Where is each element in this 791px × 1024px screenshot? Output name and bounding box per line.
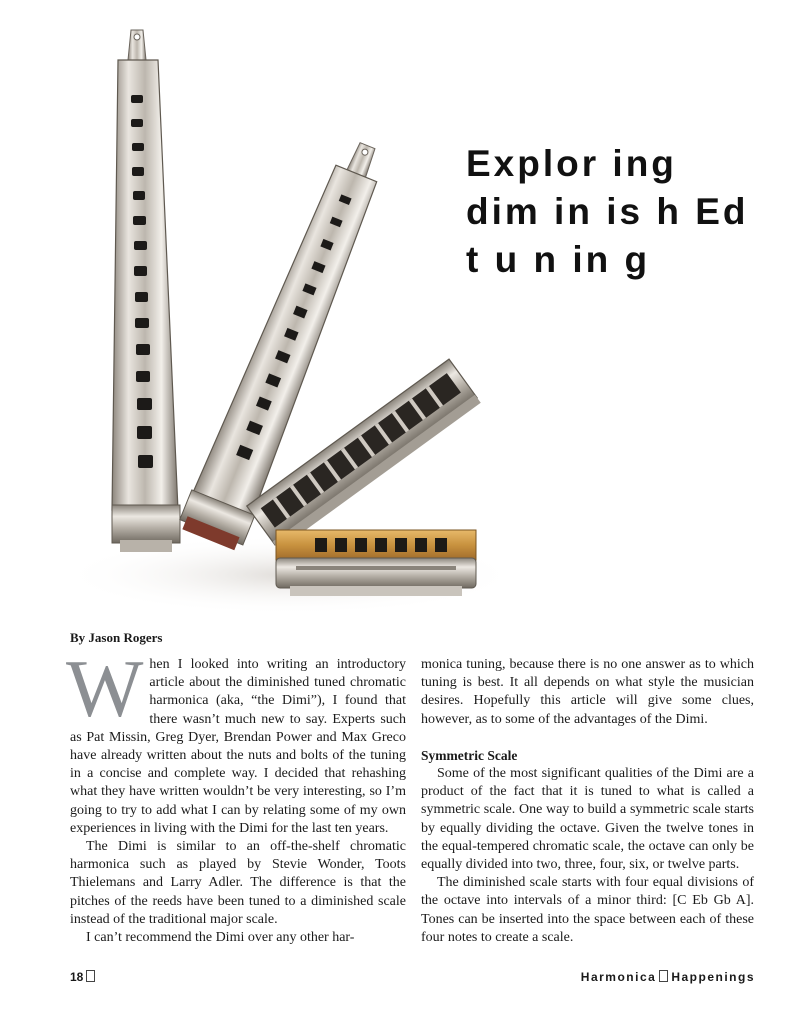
paragraph: The Dimi is similar to an off-the-shelf chromatic harmonica such as played by Stevie Wonder, Toots Thielemans and Larry Adler. The difference is that the pitches of the reeds have been tuned to a diminished scale instead of the traditional major scale.: [70, 839, 406, 927]
article-title: [466, 140, 766, 284]
paragraph-intro: [66, 643, 406, 838]
paragraph: monica tuning, because there is no one answer as to which tuning is best. It all depends on what style the musician desires. Hopefully this article will give some clues, however, as to some of the advantages of the Dimi.: [421, 657, 754, 727]
section-heading: Symmetric Scale: [421, 747, 518, 763]
title-line-3: t u n in g: [466, 239, 651, 280]
title-line-1: Explor ing: [466, 143, 677, 184]
paragraph: I can’t recommend the Dimi over any other har-: [86, 930, 355, 946]
paragraph: The diminished scale starts with four equal divisions of the octave into intervals of a minor third: [C Eb Gb A]. Tones can be inserted into the space between each of these four notes to create a scale.: [421, 875, 754, 945]
harmonica-vertical: [112, 30, 180, 552]
harmonica-horizontal: [276, 530, 476, 596]
magazine-name: Harmonica Happenings: [580, 970, 755, 984]
text-column-right: [421, 656, 754, 947]
intro-text: hen I looked into writing an introductory article about the diminished tuned chromatic harmonica (aka, “the Dimi”), I found that there wasn’t much new to say. Experts such as Pat Missin, Greg Dyer, Brendan Power and Max Greco have already written about the nuts and bolts of the tuning in a concise and complete way. I decided that rehashing what they have written wouldn’t be very interesting, so I’m going to try to add what I can by relating some of my own experiences in living with the Dimi for the last ten years.: [70, 657, 406, 836]
drop-cap: W: [66, 643, 144, 734]
paragraph: Some of the most significant qualities of the Dimi are a product of the fact that it is tuned to what is called a symmetric scale. One way to build a symmetric scale starts by equally dividing the octave. Given the twelve tones in the equal-tempered chromatic scale, the octave can only be equally divided into two, three, four, six, or twelve parts.: [421, 766, 754, 873]
byline: By Jason Rogers: [70, 630, 163, 645]
text-column-left: [66, 643, 406, 947]
page-number: 18: [70, 970, 98, 984]
separator-box-icon: [86, 970, 95, 982]
title-line-2: dim in is h Ed: [466, 191, 749, 232]
separator-box-icon: [659, 970, 668, 982]
